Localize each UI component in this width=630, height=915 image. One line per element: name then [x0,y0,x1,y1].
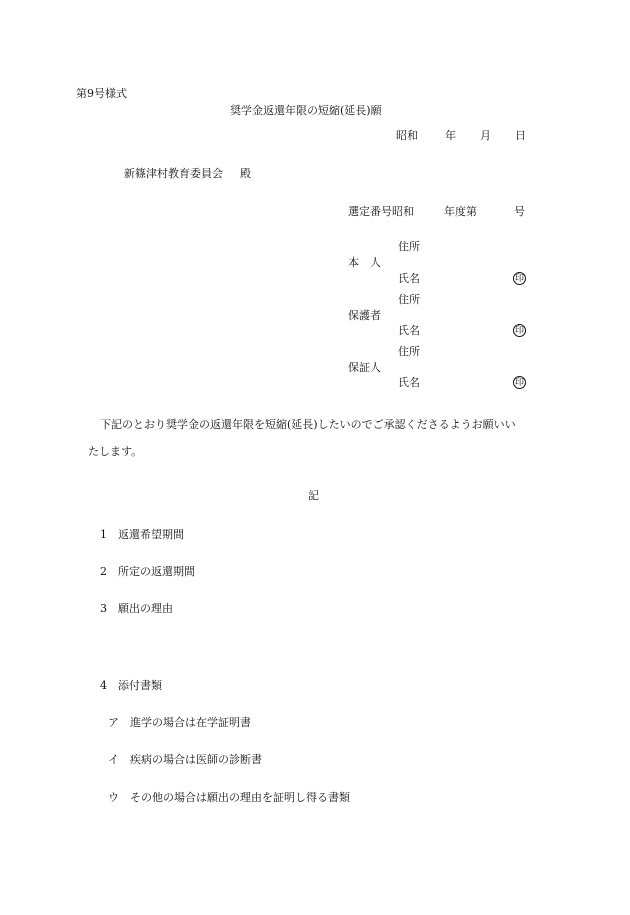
guarantor-seal-icon: 印 [514,378,524,388]
body-text-line-1: 下記のとおり奨学金の返還年限を短縮(延長)したいのでご承認くださるようお願いい [100,418,516,431]
attachment-text: その他の場合は願出の理由を証明し得る書類 [130,791,350,804]
attachment-text: 進学の場合は在学証明書 [130,716,251,729]
guarantor-address-label: 住所 [398,345,420,358]
date-era: 昭和 [396,129,418,142]
attachment-mark: イ [108,753,119,766]
guardian-seal-icon: 印 [514,326,524,336]
attachment-text: 疾病の場合は医師の診断書 [130,753,262,766]
date-month: 月 [480,129,491,142]
selection-number-label: 選定番号昭和 [348,205,414,218]
body-text-line-2: たします。 [88,445,143,458]
item-number: 1 [100,528,107,541]
item-label: 返還希望期間 [118,528,184,541]
item-number: 3 [100,602,107,615]
item-label: 添付書類 [118,679,162,692]
self-name-label: 氏名 [398,272,420,285]
addressee-honorific: 殿 [240,167,251,180]
self-label: 本 人 [348,256,381,269]
guardian-label: 保護者 [348,309,381,322]
guardian-address-label: 住所 [398,293,420,306]
attachment-mark: ウ [108,791,119,804]
addressee-name: 新篠津村教育委員会 [124,167,223,180]
guarantor-label: 保証人 [348,361,381,374]
date-year: 年 [445,129,456,142]
item-number: 4 [100,679,107,692]
form-number: 第9号様式 [76,87,127,100]
item-label: 所定の返還期間 [118,565,195,578]
self-seal-icon: 印 [514,274,524,284]
selection-number-suffix: 号 [514,205,525,218]
item-label: 願出の理由 [118,602,173,615]
ki-heading: 記 [308,489,319,502]
self-address-label: 住所 [398,240,420,253]
document-title: 奨学金返還年限の短縮(延長)願 [230,104,382,117]
attachment-mark: ア [108,716,119,729]
item-number: 2 [100,565,107,578]
date-day: 日 [515,129,526,142]
guarantor-name-label: 氏名 [398,376,420,389]
selection-year-label: 年度第 [444,205,477,218]
guardian-name-label: 氏名 [398,324,420,337]
